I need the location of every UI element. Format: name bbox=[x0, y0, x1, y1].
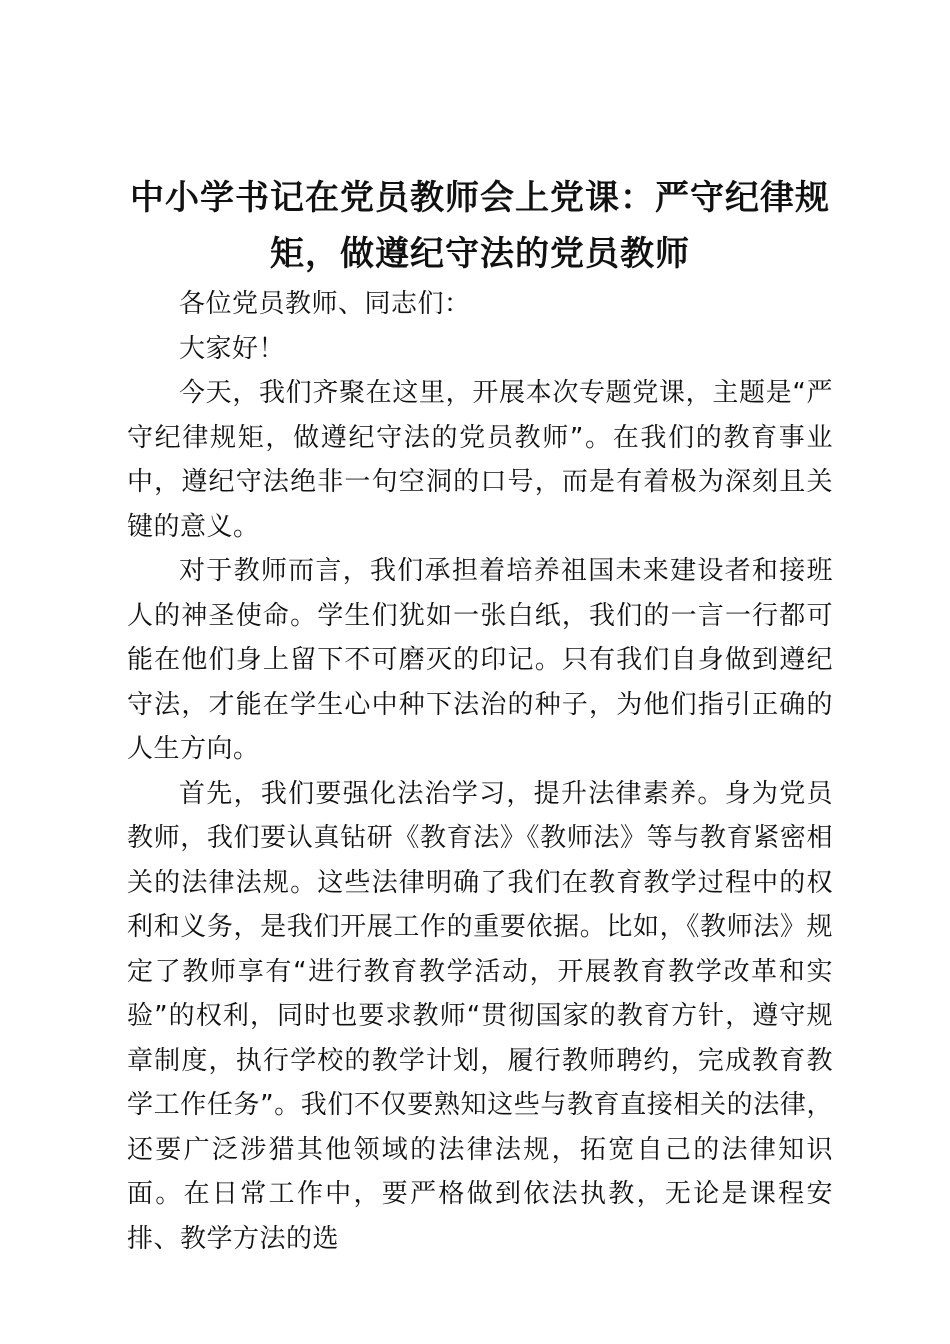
document-body bbox=[127, 170, 833, 1261]
document-title: 中小学书记在党员教师会上党课：严守纪律规矩，做遵纪守法的党员教师 bbox=[130, 178, 830, 274]
salutation: 各位党员教师、同志们： bbox=[179, 289, 471, 319]
paragraph-legal-study: 首先，我们要强化法治学习，提升法律素养。身为党员教师，我们要认真钻研《教育法》《教师法》等与教育紧密相关的法律法规。这些法律明确了我们在教育教学过程中的权利和义务，是我们开展工作的重要依据。比如，《教师法》规定了教师享有“进行教育教学活动，开展教育教学改革和实验”的权利，同时也要求教师“贯彻国家的教育方针，遵守规章制度，执行学校的教学计划，履行教师聘约，完成教育教学工作任务”。我们不仅要熟知这些与教育直接相关的法律，还要广泛涉猎其他领域的法律法规，拓宽自己的法律知识面。在日常工作中，要严格做到依法执教，无论是课程安排、教学方法的选 bbox=[127, 778, 833, 1254]
greeting: 大家好！ bbox=[179, 333, 286, 364]
paragraph-teacher-mission: 对于教师而言，我们承担着培养祖国未来建设者和接班人的神圣使命。学生们犹如一张白纸，我们的一言一行都可能在他们身上留下不可磨灭的印记。只有我们自身做到遵纪守法，才能在学生心中种下法治的种子，为他们指引正确的人生方向。 bbox=[127, 556, 833, 764]
paragraph-intro: 今天，我们齐聚在这里，开展本次专题党课，主题是“严守纪律规矩，做遵纪守法的党员教师”。在我们的教育事业中，遵纪守法绝非一句空洞的口号，而是有着极为深刻且关键的意义。 bbox=[127, 378, 833, 542]
